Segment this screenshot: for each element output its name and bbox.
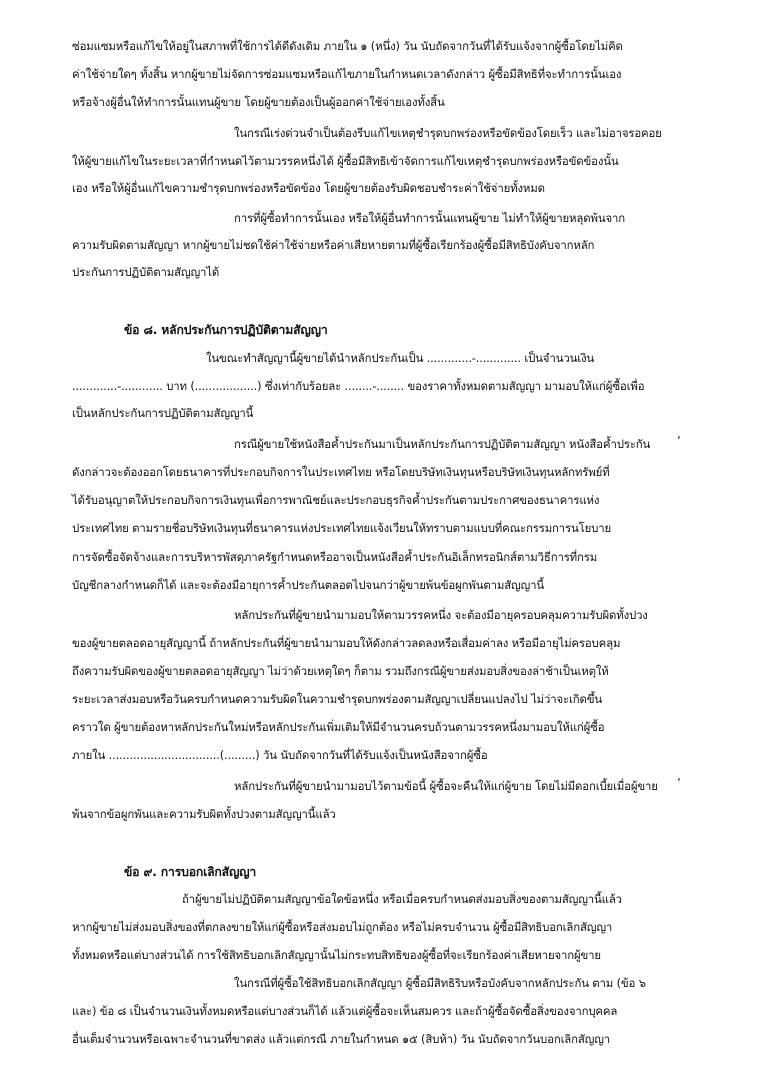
text-line: ในกรณีเร่งด่วนจำเป็นต้องรีบแก้ไขเหตุชำรุดบกพร่องหรือขัดข้องโดยเร็ว และไม่อาจรอคอย [234,126,662,140]
text-line: การที่ผู้ซื้อทำการนั้นเอง หรือให้ผู้อื่นทำการนั้นแทนผู้ขาย ไม่ทำให้ผู้ขายหลุดพ้นจาก [234,211,625,225]
text-line: ถ้าผู้ขายไม่ปฏิบัติตามสัญญาข้อใดข้อหนึ่ง หรือเมื่อครบกำหนดส่งมอบสิ่งของตามสัญญานี้แล้ว [182,892,622,906]
text-line: อื่นเต็มจำนวนหรือเฉพาะจำนวนที่ขาดส่ง แล้วแต่กรณี ภายในกำหนด ๑๕ (สิบห้า) วัน นับถัดจากวันบอกเลิกสัญญา [72,1032,611,1046]
text-line: หากผู้ขายไม่ส่งมอบสิ่งของที่ตกลงขายให้แก่ผู้ซื้อหรือส่งมอบไม่ถูกต้อง หรือไม่ครบจำนวน ผู้ซื้อมีสิทธิบอกเลิกสัญญา [72,920,613,934]
text-line: ระยะเวลาส่งมอบหรือวันครบกำหนดความรับผิดในความชำรุดบกพร่องตามสัญญาเปลี่ยนแปลงไป ไม่ว่าจะเกิดขึ้น [72,692,603,706]
text-line: หลักประกันที่ผู้ขายนำมามอบไว้ตามข้อนี้ ผู้ซื้อจะคืนให้แก่ผู้ขาย โดยไม่มีดอกเบี้ยเมื่อผู้ขาย [234,779,658,793]
text-line: ประเทศไทย ตามรายชื่อบริษัทเงินทุนที่ธนาคารแห่งประเทศไทยแจ้งเวียนให้ทราบตามแบบที่คณะกรรมการนโยบาย [72,521,611,535]
stray-mark: ʼ [677,434,681,448]
text-line: บัญชีกลางกำหนดก็ได้ และจะต้องมีอายุการค้ำประกันตลอดไปจนกว่าผู้ขายพ้นข้อผูกพันตามสัญญานี้ [72,578,544,592]
stray-mark: ʼ [677,776,681,790]
text-line: ของผู้ขายตลอดอายุสัญญานี้ ถ้าหลักประกันที่ผู้ขายนำมามอบให้ดังกล่าวลดลงหรือเสื่อมค่าลง หรือมีอายุไม่ครอบคลุม [72,636,621,650]
text-line: พ้นจากข้อผูกพันและความรับผิดทั้งปวงตามสัญญานี้แล้ว [72,807,336,821]
text-line: เอง หรือให้ผู้อื่นแก้ไขความชำรุดบกพร่องหรือขัดข้อง โดยผู้ขายต้องรับผิดชอบชำระค่าใช้จ่ายทั้งหมด [72,181,545,195]
text-line: คราวใด ผู้ขายต้องหาหลักประกันใหม่หรือหลักประกันเพิ่มเติมให้มีจำนวนครบถ้วนตามวรรคหนึ่งมามอบให้แก่ผู้ซื้อ [72,720,605,734]
section-heading: ข้อ ๙. การบอกเลิกสัญญา [124,865,257,879]
text-line: ให้ผู้ขายแก้ไขในระยะเวลาที่กำหนดไว้ตามวรรคหนึ่งได้ ผู้ซื้อมีสิทธิเข้าจัดการแก้ไขเหตุชำรุดบกพร่องหรือขัดข้องนั้น [72,154,619,168]
text-line: ความรับผิดตามสัญญา หากผู้ขายไม่ชดใช้ค่าใช้จ่ายหรือค่าเสียหายตามที่ผู้ซื้อเรียกร้องผู้ซื้อมีสิทธิบังคับจากหลัก [72,238,595,252]
text-line: การจัดซื้อจัดจ้างและการบริหารพัสดุภาครัฐกำหนดหรืออาจเป็นหนังสือค้ำประกันอิเล็กทรอนิกส์ตามวิธีการที่กรม [72,550,598,564]
text-line: .............-............ บาท (..................) ซึ่งเท่ากับร้อยละ ........-........ ของราคาทั้งหมดตามสัญญา มามอบให้แก่ผู้ซื้อเพื่อ [72,379,645,393]
text-line: ค่าใช้จ่ายใดๆ ทั้งสิ้น หากผู้ขายไม่จัดการซ่อมแซมหรือแก้ไขภายในกำหนดเวลาดังกล่าว ผู้ซื้อมีสิทธิที่จะทำการนั้นเอง [72,67,622,81]
text-line: หลักประกันที่ผู้ขายนำมามอบให้ตามวรรคหนึ่ง จะต้องมีอายุครอบคลุมความรับผิดทั้งปวง [234,608,648,622]
text-line: และ) ข้อ ๘ เป็นจำนวนเงินทั้งหมดหรือแต่บางส่วนก็ได้ แล้วแต่ผู้ซื้อจะเห็นสมควร และถ้าผู้ซื้อจัดซื้อสิ่งของจากบุคคล [72,1004,618,1018]
text-line: เป็นหลักประกันการปฏิบัติตามสัญญานี้ [72,406,254,420]
text-line: ในกรณีที่ผู้ซื้อใช้สิทธิบอกเลิกสัญญา ผู้ซื้อมีสิทธิริบหรือบังคับจากหลักประกัน ตาม (ข้อ ๖ [234,976,646,990]
text-line: กรณีผู้ขายใช้หนังสือค้ำประกันมาเป็นหลักประกันการปฏิบัติตามสัญญา หนังสือค้ำประกัน [234,437,651,451]
text-line: ทั้งหมดหรือแต่บางส่วนได้ การใช้สิทธิบอกเลิกสัญญานั้นไม่กระทบสิทธิของผู้ซื้อที่จะเรียกร้องค่าเสียหายจากผู้ขาย [72,948,601,962]
text-line: ถึงความรับผิดของผู้ขายตลอดอายุสัญญา ไม่ว่าด้วยเหตุใดๆ ก็ตาม รวมถึงกรณีผู้ขายส่งมอบสิ่งของล่าช้าเป็นเหตุให้ [72,664,609,678]
text-line: ได้รับอนุญาตให้ประกอบกิจการเงินทุนเพื่อการพาณิชย์และประกอบธุรกิจค้ำประกันตามประกาศของธนาคารแห่ง [72,493,600,507]
text-line: ในขณะทำสัญญานี้ผู้ขายได้นำหลักประกันเป็น .............-............. เป็นจำนวนเงิน [206,351,595,365]
section-heading: ข้อ ๘. หลักประกันการปฏิบัติตามสัญญา [124,323,328,337]
text-line: หรือจ้างผู้อื่นให้ทำการนั้นแทนผู้ขาย โดยผู้ขายต้องเป็นผู้ออกค่าใช้จ่ายเองทั้งสิ้น [72,95,445,109]
text-line: ภายใน ................................(.........) วัน นับถัดจากวันที่ได้รับแจ้งเป็นหนังสือจากผู้ซื้อ [72,748,488,762]
text-line: ดังกล่าวจะต้องออกโดยธนาคารที่ประกอบกิจการในประเทศไทย หรือโดยบริษัทเงินทุนหรือบริษัทเงินทุนหลักทรัพย์ที่ [72,465,610,479]
text-line: ประกันการปฏิบัติตามสัญญาได้ [72,265,220,279]
text-line: ซ่อมแซมหรือแก้ไขให้อยู่ในสภาพที่ใช้การได้ดีดังเดิม ภายใน ๑ (หนึ่ง) วัน นับถัดจากวันที่ได้รับแจ้งจากผู้ซื้อโดยไม่คิด [72,39,623,53]
